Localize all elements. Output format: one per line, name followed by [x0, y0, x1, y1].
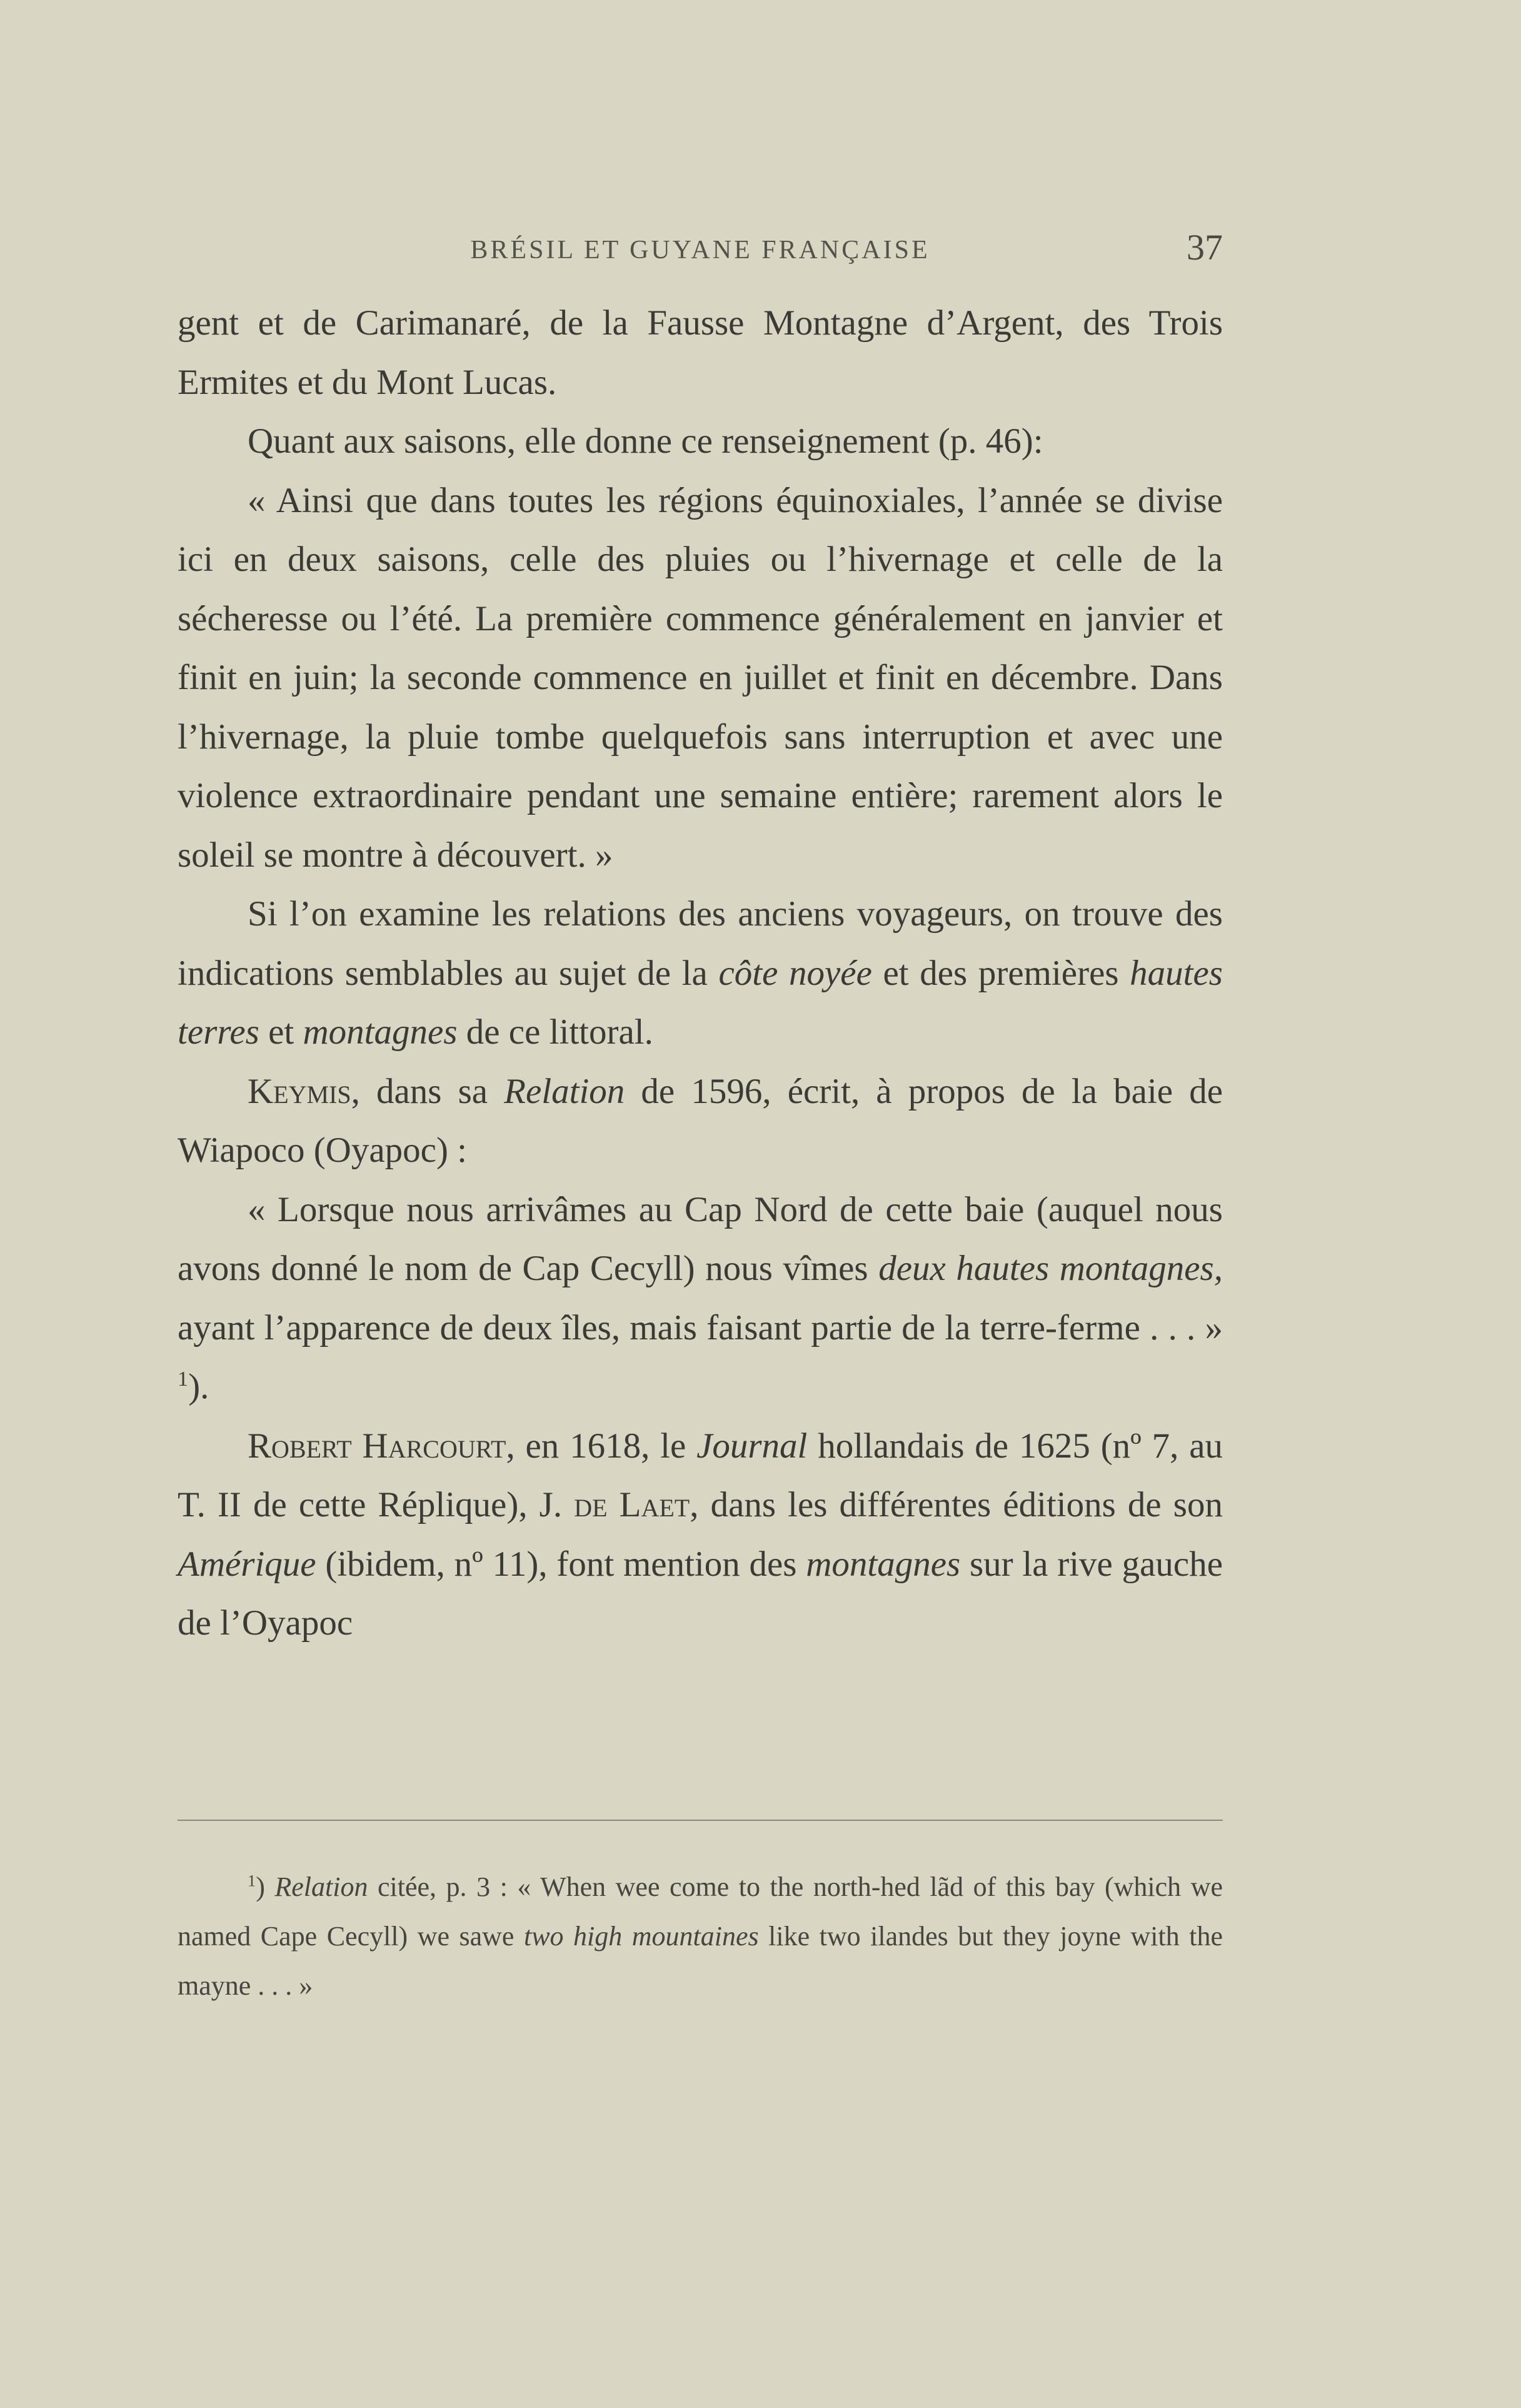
- running-title: BRÉSIL ET GUYANE FRANÇAISE: [470, 236, 930, 264]
- text-span: de ce littoral.: [457, 1012, 653, 1052]
- text-span: et: [259, 1012, 303, 1052]
- author-name: Keymis: [248, 1071, 351, 1111]
- footnote-marker: 1: [248, 1871, 256, 1890]
- text-span: ): [256, 1871, 275, 1902]
- footnote-1: [178, 1862, 1223, 2010]
- italic-term: Relation: [504, 1071, 625, 1111]
- text-span: ayant l’apparence de deux îles, mais faisant partie de la terre-ferme . . . »: [178, 1307, 1223, 1348]
- italic-term: montagnes: [303, 1012, 458, 1052]
- text-span: sur la rive gauche de l’Oyapoc: [178, 1544, 1223, 1643]
- text-span: like two ilandes but they joyne with the mayne . . . »: [178, 1921, 1223, 2001]
- italic-term: Journal: [696, 1426, 808, 1466]
- italic-term: two high mountaines: [523, 1921, 759, 1952]
- text-span: (ibidem, nº 11), font mention des: [316, 1544, 806, 1584]
- paragraph-quote-keymis: [178, 1181, 1223, 1417]
- italic-term: hautes terres: [178, 953, 1223, 1052]
- text-span: hollandais de 1625 (nº 7, au T. II de cette Réplique), J.: [178, 1426, 1223, 1524]
- text-span: ).: [188, 1367, 209, 1406]
- italic-term: côte noyée: [718, 953, 872, 993]
- italic-term: Amérique: [178, 1544, 316, 1584]
- page-number: 37: [1187, 227, 1223, 268]
- italic-term: Relation: [274, 1871, 368, 1902]
- italic-term: montagnes: [806, 1544, 961, 1584]
- footnotes: [178, 1862, 1223, 2010]
- main-text: [178, 294, 1223, 1653]
- author-name: de Laet: [574, 1485, 690, 1524]
- text-span: et des premières: [871, 953, 1130, 993]
- text-span: Si l’on examine les relations des anciens voyageurs, on trouve des indications semblables au sujet de la: [178, 894, 1223, 993]
- text-span: , dans sa: [351, 1071, 504, 1111]
- paragraph-continuation: gent et de Carimanaré, de la Fausse Montagne d’Argent, des Trois Ermites et du Mont Lucas.: [178, 303, 1223, 402]
- text-span: « Lorsque nous arrivâmes au Cap Nord de cette baie (auquel nous avons donné le nom de Cap Cecyll) nous vîmes: [178, 1189, 1223, 1288]
- footnote-reference: 1: [178, 1368, 189, 1391]
- paragraph-harcourt: [178, 1417, 1223, 1653]
- paragraph-seasons: Quant aux saisons, elle donne ce renseignement (p. 46):: [248, 421, 1043, 461]
- text-span: , en 1618, le: [506, 1426, 697, 1466]
- paragraph-quote-seasons: « Ainsi que dans toutes les régions équinoxiales, l’année se divise ici en deux saisons, celle des pluies ou l’hivernage et celle de la sécheresse ou l’été. La première commence généralement en janvier et finit en juin; la seconde commence en juillet et finit en décembre. Dans l’hivernage, la pluie tombe quelquefois sans interruption et avec une violence extraordinaire pendant une semaine entière; rarement alors le soleil se montre à découvert. »: [178, 480, 1223, 875]
- paragraph-travellers: [178, 885, 1223, 1062]
- text-span: de 1596, écrit, à propos de la baie de Wiapoco (Oyapoc) :: [178, 1071, 1223, 1170]
- text-span: citée, p. 3 : « When wee come to the north-hed lãd of this bay (which we named Cape Cecyll) we sawe: [178, 1871, 1223, 1952]
- italic-term: deux hautes montagnes,: [878, 1249, 1223, 1288]
- page-header: [178, 226, 1223, 276]
- paragraph-keymis: [178, 1062, 1223, 1181]
- author-name: Robert Harcourt: [248, 1426, 506, 1466]
- footnote-divider: [178, 1820, 1223, 1821]
- text-span: , dans les différentes éditions de son: [690, 1485, 1223, 1524]
